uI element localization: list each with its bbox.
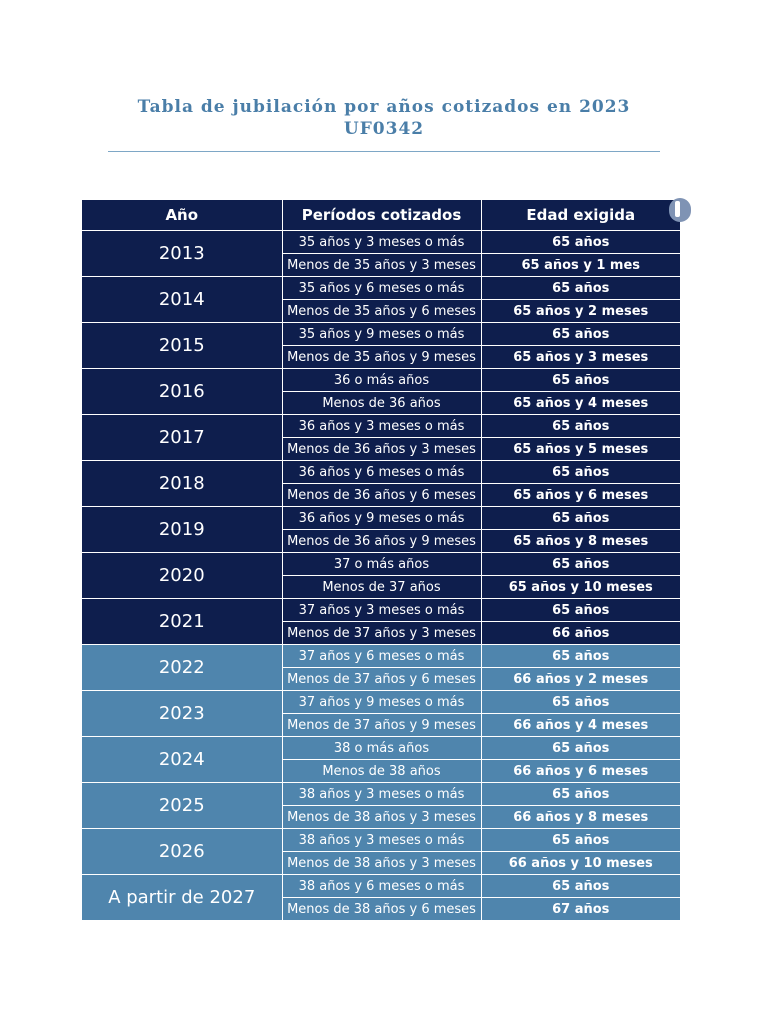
header-year: Año [82,200,282,231]
required-age-cell: 65 años [481,875,680,898]
required-age-cell: 65 años y 1 mes [481,254,680,277]
title-underline [108,151,660,152]
year-cell: 2016 [82,369,282,415]
table-row [82,323,680,346]
required-age-cell: 65 años y 6 meses [481,484,680,507]
table-header-row [82,200,680,231]
period-cell: Menos de 38 años y 3 meses [282,806,481,829]
period-cell: Menos de 38 años y 6 meses [282,898,481,921]
period-cell: 35 años y 9 meses o más [282,323,481,346]
header-periods: Períodos cotizados [282,200,481,231]
year-cell: 2022 [82,645,282,691]
period-cell: Menos de 36 años [282,392,481,415]
required-age-cell: 66 años y 10 meses [481,852,680,875]
period-cell: 35 años y 3 meses o más [282,231,481,254]
table-body [82,231,680,921]
year-cell: 2024 [82,737,282,783]
period-cell: Menos de 36 años y 9 meses [282,530,481,553]
required-age-cell: 65 años [481,829,680,852]
required-age-cell: 65 años y 2 meses [481,300,680,323]
table-row [82,277,680,300]
period-cell: 38 o más años [282,737,481,760]
required-age-cell: 66 años y 2 meses [481,668,680,691]
period-cell: 37 o más años [282,553,481,576]
period-cell: Menos de 36 años y 6 meses [282,484,481,507]
period-cell: Menos de 37 años y 9 meses [282,714,481,737]
required-age-cell: 66 años y 8 meses [481,806,680,829]
required-age-cell: 65 años [481,415,680,438]
period-cell: 38 años y 6 meses o más [282,875,481,898]
required-age-cell: 65 años [481,783,680,806]
table-row [82,783,680,806]
table-row [82,415,680,438]
period-cell: 36 años y 6 meses o más [282,461,481,484]
required-age-cell: 66 años y 6 meses [481,760,680,783]
period-cell: 36 años y 3 meses o más [282,415,481,438]
period-cell: 37 años y 9 meses o más [282,691,481,714]
page-title [108,96,660,140]
required-age-cell: 65 años y 8 meses [481,530,680,553]
required-age-cell: 67 años [481,898,680,921]
required-age-cell: 65 años y 10 meses [481,576,680,599]
year-cell: A partir de 2027 [82,875,282,921]
required-age-cell: 65 años [481,645,680,668]
required-age-cell: 65 años y 4 meses [481,392,680,415]
period-cell: Menos de 35 años y 9 meses [282,346,481,369]
year-cell: 2025 [82,783,282,829]
year-cell: 2015 [82,323,282,369]
required-age-cell: 65 años [481,369,680,392]
year-cell: 2014 [82,277,282,323]
required-age-cell: 65 años [481,599,680,622]
period-cell: Menos de 37 años y 6 meses [282,668,481,691]
year-cell: 2019 [82,507,282,553]
year-cell: 2017 [82,415,282,461]
table-row [82,507,680,530]
table-row [82,737,680,760]
table-row [82,691,680,714]
header-required-age: Edad exigida [481,200,680,231]
period-cell: Menos de 38 años y 3 meses [282,852,481,875]
year-cell: 2013 [82,231,282,277]
required-age-cell: 65 años [481,323,680,346]
title-line-2: UF0342 [343,119,425,139]
period-cell: 36 años y 9 meses o más [282,507,481,530]
table-row [82,645,680,668]
period-cell: Menos de 37 años y 3 meses [282,622,481,645]
table-row [82,875,680,898]
required-age-cell: 65 años [481,507,680,530]
required-age-cell: 66 años y 4 meses [481,714,680,737]
required-age-cell: 65 años [481,231,680,254]
required-age-cell: 65 años [481,461,680,484]
required-age-cell: 65 años y 5 meses [481,438,680,461]
retirement-table [82,200,680,921]
required-age-cell: 65 años [481,691,680,714]
required-age-cell: 65 años [481,553,680,576]
table-row [82,231,680,254]
period-cell: Menos de 35 años y 6 meses [282,300,481,323]
period-cell: 38 años y 3 meses o más [282,783,481,806]
year-cell: 2023 [82,691,282,737]
required-age-cell: 65 años y 3 meses [481,346,680,369]
year-cell: 2026 [82,829,282,875]
period-cell: 37 años y 6 meses o más [282,645,481,668]
table-row [82,369,680,392]
required-age-cell: 66 años [481,622,680,645]
table-row [82,461,680,484]
table-row [82,599,680,622]
year-cell: 2021 [82,599,282,645]
title-line-1: Tabla de jubilación por años cotizados en 2023 [137,97,631,117]
period-cell: 37 años y 3 meses o más [282,599,481,622]
period-cell: 35 años y 6 meses o más [282,277,481,300]
table-row [82,829,680,852]
required-age-cell: 65 años [481,737,680,760]
corner-badge-icon [669,198,691,222]
period-cell: Menos de 37 años [282,576,481,599]
period-cell: Menos de 38 años [282,760,481,783]
required-age-cell: 65 años [481,277,680,300]
period-cell: 36 o más años [282,369,481,392]
year-cell: 2018 [82,461,282,507]
table-row [82,553,680,576]
period-cell: 38 años y 3 meses o más [282,829,481,852]
period-cell: Menos de 36 años y 3 meses [282,438,481,461]
period-cell: Menos de 35 años y 3 meses [282,254,481,277]
year-cell: 2020 [82,553,282,599]
